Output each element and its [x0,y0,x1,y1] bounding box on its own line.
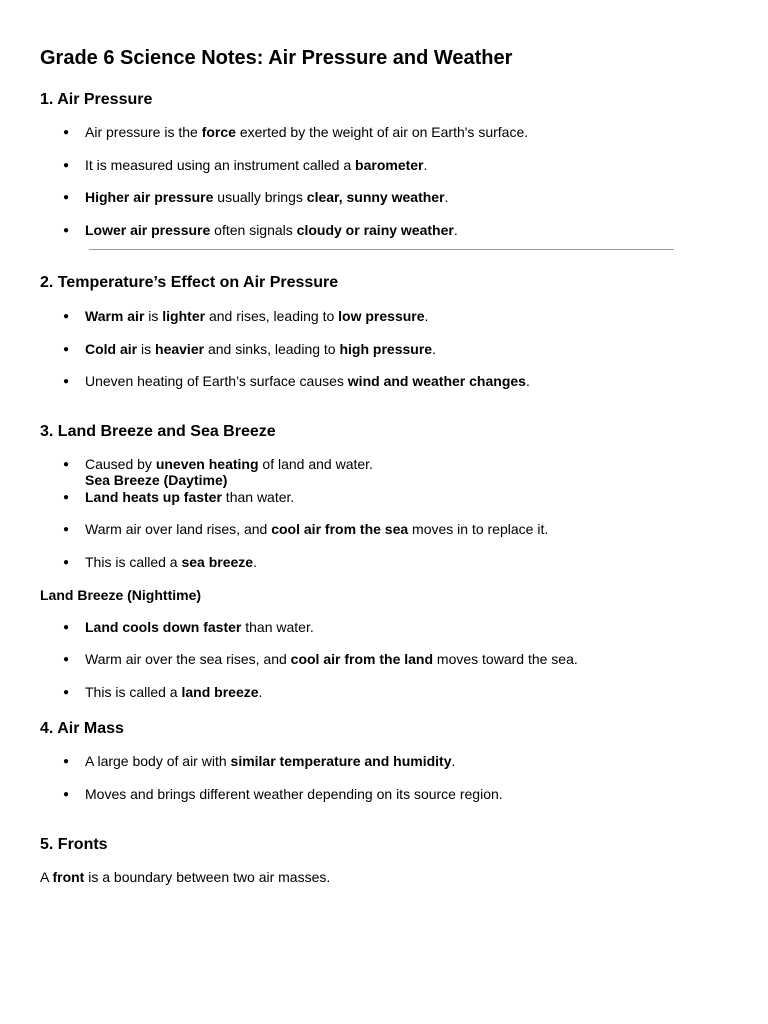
subheading-sea-breeze: Sea Breeze (Daytime) [85,472,228,488]
section-heading-temperature: 2. Temperature’s Effect on Air Pressure [40,274,339,291]
bullet-icon: ● [63,225,70,236]
bullet-icon: ● [63,687,70,698]
bullet-icon: ● [63,160,70,171]
section-heading-air-mass: 4. Air Mass [40,720,124,737]
list-item: This is called a land breeze. [85,684,263,700]
subheading-land-breeze: Land Breeze (Nighttime) [40,587,202,603]
list-item: Cold air is heavier and sinks, leading to high pressure. [85,341,436,357]
bullet-icon: ● [63,492,70,503]
list-item: Lower air pressure often signals cloudy or rainy weather. [85,222,458,238]
bullet-icon: ● [63,344,70,355]
list-item: Higher air pressure usually brings clear, sunny weather. [85,189,449,205]
paragraph-fronts: A front is a boundary between two air masses. [40,869,331,885]
list-item: This is called a sea breeze. [85,554,257,570]
bullet-icon: ● [63,622,70,633]
section-heading-fronts: 5. Fronts [40,836,108,853]
list-item: It is measured using an instrument called a barometer. [85,157,428,173]
list-item: Warm air over the sea rises, and cool air from the land moves toward the sea. [85,651,578,667]
list-item: Warm air over land rises, and cool air from the sea moves in to replace it. [85,521,549,537]
list-item: A large body of air with similar temperature and humidity. [85,753,456,769]
horizontal-divider [89,249,674,250]
bullet-icon: ● [63,789,70,800]
list-item: Land heats up faster than water. [85,489,295,505]
bullet-icon: ● [63,524,70,535]
list-item: Warm air is lighter and rises, leading to low pressure. [85,308,429,324]
list-item: Caused by uneven heating of land and water. [85,456,373,472]
section-heading-air-pressure: 1. Air Pressure [40,91,153,108]
list-item: Air pressure is the force exerted by the weight of air on Earth's surface. [85,124,529,140]
bullet-icon: ● [63,376,70,387]
bullet-icon: ● [63,557,70,568]
bullet-icon: ● [63,459,70,470]
bullet-icon: ● [63,756,70,767]
section-heading-breeze: 3. Land Breeze and Sea Breeze [40,423,276,440]
page-title: Grade 6 Science Notes: Air Pressure and Weather [40,47,513,69]
list-item: Land cools down faster than water. [85,619,314,635]
bullet-icon: ● [63,192,70,203]
list-item: Uneven heating of Earth’s surface causes wind and weather changes. [85,373,530,389]
list-item: Moves and brings different weather depending on its source region. [85,786,503,802]
bullet-icon: ● [63,127,70,138]
bullet-icon: ● [63,311,70,322]
bullet-icon: ● [63,654,70,665]
